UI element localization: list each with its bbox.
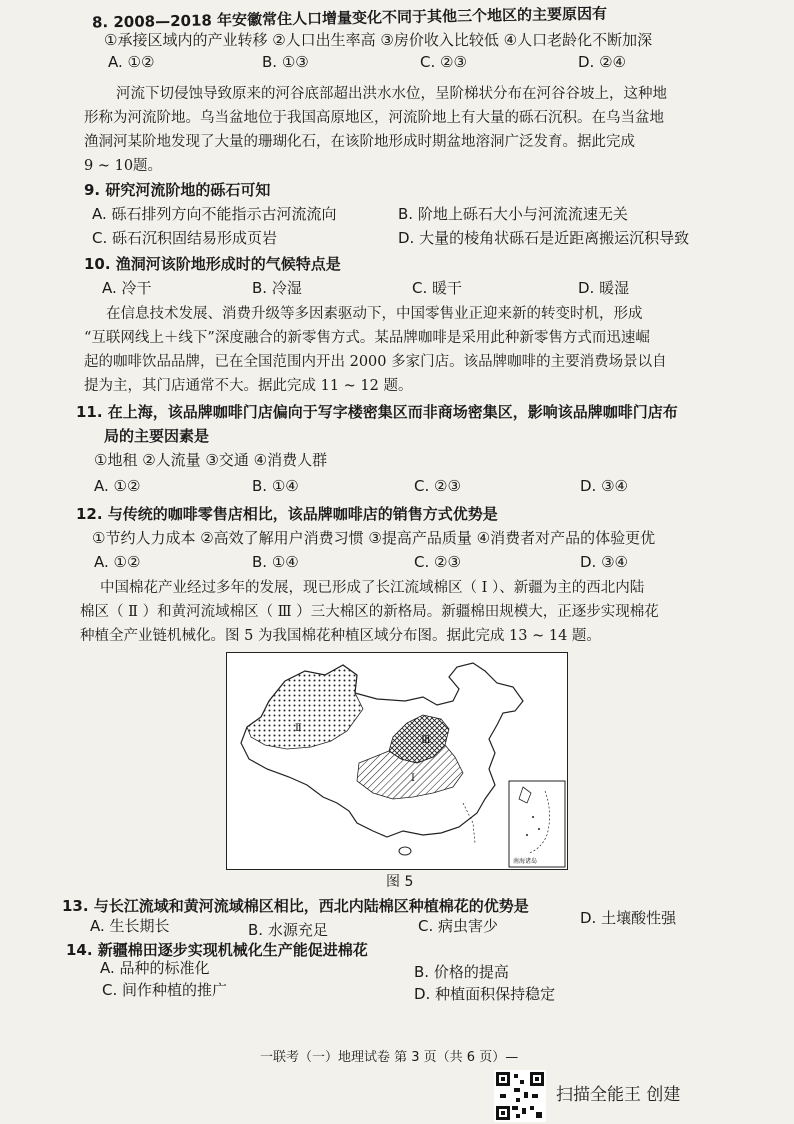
q12-stem: 12. 与传统的咖啡零售店相比，该品牌咖啡店的销售方式优势是 (76, 505, 498, 523)
q12-option-b[interactable]: B. ①④ (252, 553, 299, 571)
q13-option-a[interactable]: A. 生长期长 (90, 917, 170, 935)
q11-option-a[interactable]: A. ①② (94, 477, 141, 495)
q8-option-d[interactable]: D. ②④ (578, 53, 626, 71)
label-i: Ⅰ (411, 773, 415, 784)
q8-stem: 8. 2008—2018 年安徽常住人口增量变化不同于其他三个地区的主要原因有 (91, 4, 608, 32)
q12-option-a[interactable]: A. ①② (94, 553, 141, 571)
cotton-region-map (226, 652, 568, 870)
q14-option-d[interactable]: D. 种植面积保持稳定 (414, 985, 556, 1003)
china-map-svg (227, 653, 567, 869)
passage-2-line-2: “互联网线上＋线下”深度融合的新零售方式。某品牌咖啡是采用此种新零售方式而迅速崛 (84, 330, 650, 346)
q13-option-c[interactable]: C. 病虫害少 (418, 917, 499, 935)
inset-label: 南海诸岛 (513, 858, 538, 865)
q9-option-b[interactable]: B. 阶地上砾石大小与河流流速无关 (398, 205, 628, 223)
q10-option-a[interactable]: A. 冷干 (102, 279, 152, 297)
qr-code-icon (494, 1070, 546, 1122)
q10-option-b[interactable]: B. 冷湿 (252, 279, 302, 297)
passage-1-line-4: 9 ~ 10题。 (84, 158, 163, 174)
q9-option-d[interactable]: D. 大量的棱角状砾石是近距离搬运沉积导致 (398, 229, 690, 247)
passage-1-line-3: 渔洞河某阶地发现了大量的珊瑚化石，在该阶地形成时期盆地溶洞广泛发育。据此完成 (84, 134, 635, 150)
q8-option-c[interactable]: C. ②③ (420, 53, 467, 71)
passage-1-line-1: 河流下切侵蚀导致原来的河谷底部超出洪水水位，呈阶梯状分布在河谷谷坡上，这种地 (116, 86, 667, 102)
map-caption: 图 5 (386, 874, 414, 890)
q8-option-a[interactable]: A. ①② (108, 53, 155, 71)
q9-stem: 9. 研究河流阶地的砾石可知 (84, 181, 271, 199)
q12-option-d[interactable]: D. ③④ (580, 553, 628, 571)
q12-option-c[interactable]: C. ②③ (414, 553, 461, 571)
q14-option-a[interactable]: A. 品种的标准化 (100, 959, 210, 977)
page-footer: 一联考（一）地理试卷 第 3 页（共 6 页）— (260, 1050, 519, 1065)
q11-stem-2: 局的主要因素是 (104, 427, 210, 445)
q11-option-b[interactable]: B. ①④ (252, 477, 299, 495)
passage-1-line-2: 形称为河流阶地。乌当盆地位于我国高原地区，河流阶地上有大量的砾石沉积。在乌当盆地 (84, 110, 664, 126)
q13-stem: 13. 与长江流域和黄河流域棉区相比，西北内陆棉区种植棉花的优势是 (62, 897, 529, 915)
q11-option-c[interactable]: C. ②③ (414, 477, 461, 495)
passage-3-line-2: 棉区（ Ⅱ ）和黄河流域棉区（ Ⅲ ）三大棉区的新格局。新疆棉田规模大，正逐步实现棉花 (80, 604, 659, 620)
passage-2-line-3: 起的咖啡饮品品牌，已在全国范围内开出 2000 多家门店。该品牌咖啡的主要消费场景以自 (84, 354, 667, 370)
q10-stem: 10. 渔洞河该阶地形成时的气候特点是 (84, 255, 341, 273)
q12-items: ①节约人力成本 ②高效了解用户消费习惯 ③提高产品质量 ④消费者对产品的体验更优 (92, 529, 656, 547)
passage-2-line-4: 提为主，其门店通常不大。据此完成 11 ~ 12 题。 (84, 378, 413, 394)
q8-option-b[interactable]: B. ①③ (262, 53, 309, 71)
q10-option-d[interactable]: D. 暖湿 (578, 279, 630, 297)
q13-option-d[interactable]: D. 土壤酸性强 (580, 909, 677, 927)
q14-option-c[interactable]: C. 间作种植的推广 (102, 981, 228, 999)
passage-3-line-3: 种植全产业链机械化。图 5 为我国棉花种植区域分布图。据此完成 13 ~ 14 题。 (80, 628, 601, 644)
label-iii: Ⅲ (421, 735, 431, 746)
q11-option-d[interactable]: D. ③④ (580, 477, 628, 495)
q14-stem: 14. 新疆棉田逐步实现机械化生产能促进棉花 (66, 941, 368, 959)
q9-option-a[interactable]: A. 砾石排列方向不能指示古河流流向 (92, 205, 337, 223)
south-sea-inset (509, 781, 565, 867)
q11-stem-1: 11. 在上海，该品牌咖啡门店偏向于写字楼密集区而非商场密集区，影响该品牌咖啡门店布 (76, 403, 678, 421)
scanner-watermark: 扫描全能王 创建 (556, 1085, 681, 1105)
q10-option-c[interactable]: C. 暖干 (412, 279, 463, 297)
q9-option-c[interactable]: C. 砾石沉积固结易形成页岩 (92, 229, 278, 247)
passage-2-line-1: 在信息技术发展、消费升级等多因素驱动下，中国零售业正迎来新的转变时机，形成 (106, 306, 643, 322)
q8-items: ①承接区域内的产业转移 ②人口出生率高 ③房价收入比较低 ④人口老龄化不断加深 (104, 31, 653, 49)
hainan-island (399, 847, 411, 855)
passage-3-line-1: 中国棉花产业经过多年的发展，现已形成了长江流域棉区（ Ⅰ ）、新疆为主的西北内陆 (100, 580, 645, 596)
q11-items: ①地租 ②人流量 ③交通 ④消费人群 (94, 451, 328, 469)
q13-option-b[interactable]: B. 水源充足 (248, 921, 328, 939)
label-ii: Ⅱ (295, 723, 302, 734)
q14-option-b[interactable]: B. 价格的提高 (414, 963, 509, 981)
